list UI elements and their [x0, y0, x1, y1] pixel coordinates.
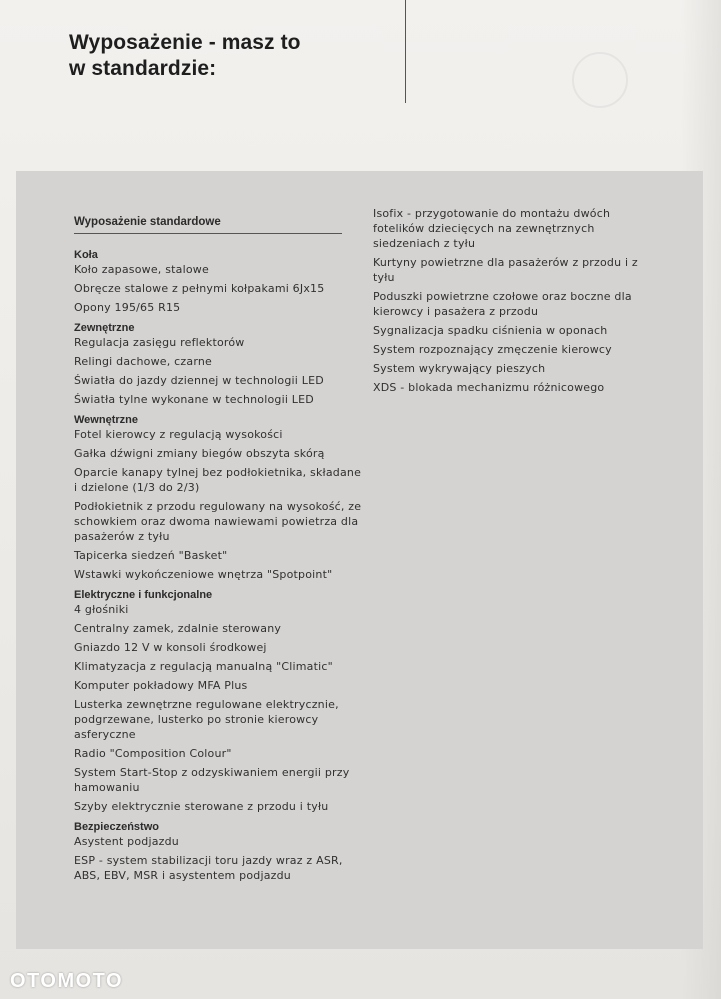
list-item: Asystent podjazdu: [74, 835, 179, 848]
list-item: Komputer pokładowy MFA Plus: [74, 679, 248, 692]
list-item: System rozpoznający zmęczenie kierowcy: [373, 343, 612, 356]
bleed-through-mark: [572, 52, 628, 108]
list-item: System wykrywający pieszych: [373, 362, 546, 375]
equipment-list-right: [373, 206, 653, 399]
list-item: ESP - system stabilizacji toru jazdy wraz z ASR, ABS, EBV, MSR i asystentem podjazdu: [74, 854, 343, 882]
list-item: Lusterka zewnętrzne regulowane elektrycznie, podgrzewane, lusterko po stronie kierowcy asferyczne: [74, 698, 339, 741]
panel-title: Wyposażenie standardowe: [74, 216, 342, 234]
list-item: Sygnalizacja spadku ciśnienia w oponach: [373, 324, 608, 337]
section-heading-interior: Wewnętrzne: [74, 414, 138, 426]
list-item: Opony 195/65 R15: [74, 301, 181, 314]
list-item: Centralny zamek, zdalnie sterowany: [74, 622, 282, 635]
list-item: Szyby elektrycznie sterowane z przodu i tyłu: [74, 800, 329, 813]
list-item: Fotel kierowcy z regulacją wysokości: [74, 428, 283, 441]
list-item: Kurtyny powietrzne dla pasażerów z przodu i z tyłu: [373, 256, 638, 284]
vertical-divider: [405, 0, 406, 103]
list-item: Podłokietnik z przodu regulowany na wysokość, ze schowkiem oraz dwoma nawiewami powietrza dla pasażerów z tyłu: [74, 500, 362, 543]
equipment-panel: [16, 171, 703, 949]
list-item: Gniazdo 12 V w konsoli środkowej: [74, 641, 267, 654]
list-item: Klimatyzacja z regulacją manualną "Climatic": [74, 660, 333, 673]
list-item: Relingi dachowe, czarne: [74, 355, 212, 368]
section-heading-wheels: Koła: [74, 249, 98, 261]
list-item: XDS - blokada mechanizmu różnicowego: [373, 381, 605, 394]
list-item: Światła tylne wykonane w technologii LED: [74, 393, 314, 406]
section-heading-exterior: Zewnętrzne: [74, 322, 135, 334]
page-heading: [69, 30, 301, 82]
list-item: System Start-Stop z odzyskiwaniem energii przy hamowaniu: [74, 766, 350, 794]
heading-line-2: w standardzie:: [69, 57, 217, 80]
list-item: Oparcie kanapy tylnej bez podłokietnika, składane i dzielone (1/3 do 2/3): [74, 466, 362, 494]
watermark-logo: OTOMOTO: [10, 970, 124, 992]
heading-line-1: Wyposażenie - masz to: [69, 31, 301, 54]
equipment-list-left: [74, 249, 364, 887]
list-item: Poduszki powietrzne czołowe oraz boczne dla kierowcy i pasażera z przodu: [373, 290, 632, 318]
section-heading-safety: Bezpieczeństwo: [74, 821, 159, 833]
list-item: Regulacja zasięgu reflektorów: [74, 336, 245, 349]
list-item: Wstawki wykończeniowe wnętrza "Spotpoint": [74, 568, 333, 581]
list-item: Gałka dźwigni zmiany biegów obszyta skórą: [74, 447, 325, 460]
section-heading-electrical: Elektryczne i funkcjonalne: [74, 589, 213, 601]
list-item: Radio "Composition Colour": [74, 747, 232, 760]
list-item: Światła do jazdy dziennej w technologii LED: [74, 374, 324, 387]
list-item: Isofix - przygotowanie do montażu dwóch fotelików dziecięcych na zewnętrznych siedzeniach z tyłu: [373, 207, 611, 250]
list-item: 4 głośniki: [74, 603, 129, 616]
list-item: Koło zapasowe, stalowe: [74, 263, 209, 276]
list-item: Tapicerka siedzeń "Basket": [74, 549, 228, 562]
list-item: Obręcze stalowe z pełnymi kołpakami 6Jx15: [74, 282, 325, 295]
